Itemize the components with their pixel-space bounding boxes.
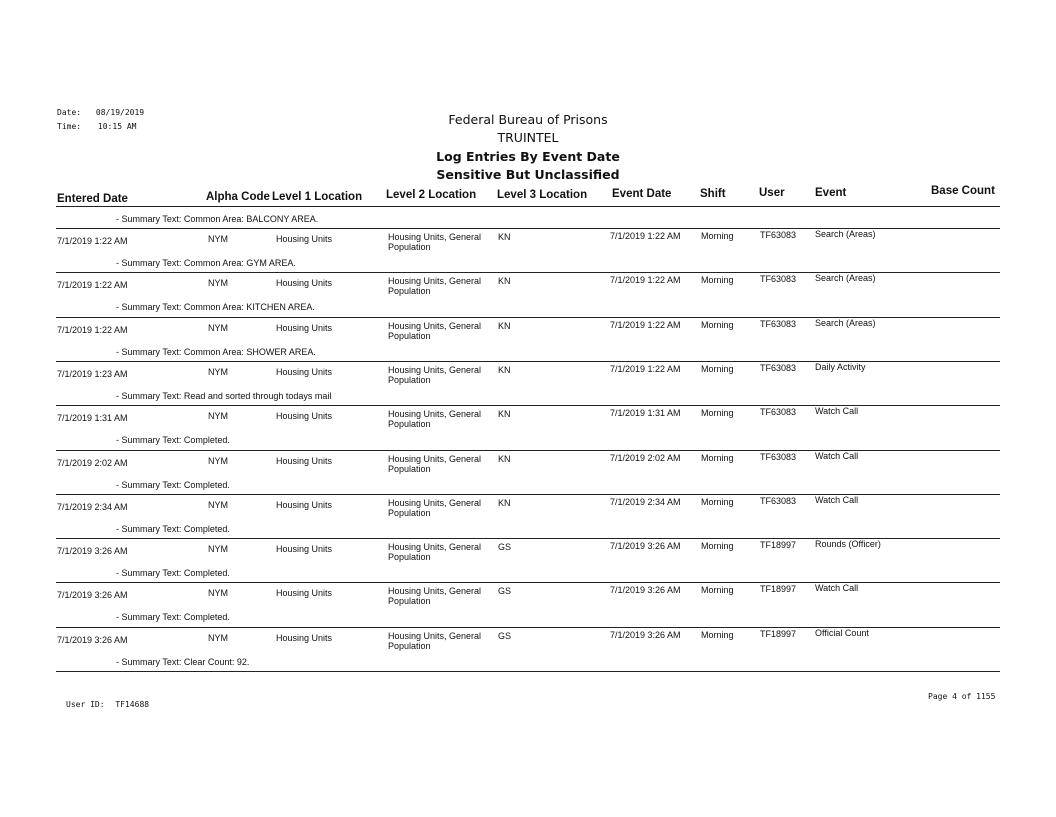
event: Rounds (Officer) xyxy=(815,539,881,550)
user: TF63083 xyxy=(760,230,797,240)
col-event: Event xyxy=(815,187,847,199)
level2-location: Housing Units, General xyxy=(388,276,482,287)
entered-date: 7/1/2019 1:31 AM xyxy=(57,413,128,424)
shift: Morning xyxy=(701,452,734,463)
user: TF63083 xyxy=(760,451,797,462)
alpha-code: NYM xyxy=(208,366,228,377)
user: TF18997 xyxy=(760,584,797,595)
header-rule xyxy=(56,206,1000,207)
event-date: 7/1/2019 3:26 AM xyxy=(610,541,681,552)
summary-text: - Summary Text: Common Area: GYM AREA. xyxy=(116,258,296,268)
event-date: 7/1/2019 3:26 AM xyxy=(610,629,681,640)
level3-location: KN xyxy=(498,276,511,287)
agency-title: Federal Bureau of Prisons xyxy=(448,112,608,127)
level2-location: Housing Units, General xyxy=(388,409,482,420)
alpha-code: NYM xyxy=(208,322,228,333)
col-level1-location: Level 1 Location xyxy=(272,191,363,203)
level3-location: KN xyxy=(498,409,511,420)
shift: Morning xyxy=(701,231,734,241)
user: TF63083 xyxy=(760,318,797,329)
col-shift: Shift xyxy=(700,188,726,200)
event: Watch Call xyxy=(815,494,859,505)
level2-location-cont: Population xyxy=(388,463,431,474)
time-value: 10:15 AM xyxy=(97,122,137,131)
alpha-code: NYM xyxy=(208,588,228,599)
user: TF18997 xyxy=(760,540,797,551)
summary-text: - Summary Text: Completed. xyxy=(116,612,230,623)
level1-location: Housing Units xyxy=(276,544,333,555)
level2-location: Housing Units, General xyxy=(388,497,482,508)
summary-text: - Summary Text: Common Area: SHOWER AREA. xyxy=(116,346,316,357)
entered-date: 7/1/2019 1:22 AM xyxy=(57,280,128,291)
level1-location: Housing Units xyxy=(276,278,333,289)
level3-location: KN xyxy=(498,497,511,508)
level1-location: Housing Units xyxy=(276,632,333,643)
alpha-code: NYM xyxy=(208,411,228,422)
user: TF63083 xyxy=(760,495,797,506)
shift: Morning xyxy=(701,408,734,419)
shift: Morning xyxy=(701,496,734,507)
col-event-date: Event Date xyxy=(612,188,672,200)
footer-user-id xyxy=(66,700,149,709)
summary-text: - Summary Text: Completed. xyxy=(116,523,230,534)
level2-location-cont: Population xyxy=(388,374,431,385)
level2-location: Housing Units, General xyxy=(388,364,482,375)
level3-location: GS xyxy=(498,586,512,597)
time-label: Time: xyxy=(57,122,82,131)
level2-location: Housing Units, General xyxy=(388,542,482,553)
summary-text: - Summary Text: Common Area: BALCONY AREA. xyxy=(116,214,319,224)
summary-text: - Summary Text: Read and sorted through todays mail xyxy=(116,390,332,401)
col-entered-date: Entered Date xyxy=(57,193,128,205)
level2-location-cont: Population xyxy=(388,286,431,297)
shift: Morning xyxy=(701,319,734,330)
report-date xyxy=(57,108,144,117)
event: Watch Call xyxy=(815,583,859,594)
summary-text: - Summary Text: Clear Count: 92. xyxy=(116,656,250,667)
user: TF63083 xyxy=(760,274,797,285)
summary-text: - Summary Text: Common Area: KITCHEN AREA. xyxy=(116,302,315,313)
level2-location: Housing Units, General xyxy=(388,586,482,597)
level1-location: Housing Units xyxy=(276,499,333,510)
row-separator xyxy=(56,494,1000,495)
row-separator xyxy=(56,405,1000,406)
event: Watch Call xyxy=(815,450,859,461)
event: Daily Activity xyxy=(815,361,866,372)
level2-location-cont: Population xyxy=(388,552,431,563)
col-base-count: Base Count xyxy=(931,185,995,197)
entered-date: 7/1/2019 2:34 AM xyxy=(57,501,128,512)
level2-location: Housing Units, General xyxy=(388,630,482,641)
col-level3-location: Level 3 Location xyxy=(497,189,588,201)
level1-location: Housing Units xyxy=(276,234,333,244)
summary-text: - Summary Text: Completed. xyxy=(116,435,230,446)
level2-location-cont: Population xyxy=(388,330,431,341)
level3-location: GS xyxy=(498,542,512,553)
col-user: User xyxy=(759,187,785,199)
table-bottom-rule xyxy=(56,671,1000,672)
level2-location-cont: Population xyxy=(388,507,431,518)
level1-location: Housing Units xyxy=(276,588,333,599)
system-name: TRUINTEL xyxy=(497,130,559,145)
date-label: Date: xyxy=(57,108,82,117)
entered-date: 7/1/2019 3:26 AM xyxy=(57,590,128,601)
user: TF18997 xyxy=(760,628,797,639)
row-separator xyxy=(56,582,1000,583)
user-id-label: User ID: xyxy=(66,700,105,709)
level2-location-cont: Population xyxy=(388,596,431,607)
entered-date: 7/1/2019 2:02 AM xyxy=(57,457,128,468)
level3-location: KN xyxy=(498,364,511,375)
alpha-code: NYM xyxy=(208,455,228,466)
alpha-code: NYM xyxy=(208,632,228,643)
summary-text: - Summary Text: Completed. xyxy=(116,479,230,490)
level2-location-cont: Population xyxy=(388,640,431,651)
event: Search (Areas) xyxy=(815,229,876,239)
entered-date: 7/1/2019 1:22 AM xyxy=(57,324,128,335)
entered-date: 7/1/2019 1:23 AM xyxy=(57,368,128,379)
summary-text: - Summary Text: Completed. xyxy=(116,568,230,579)
classification: Sensitive But Unclassified xyxy=(436,167,620,182)
user-id-value: TF14688 xyxy=(115,700,150,709)
date-value: 08/19/2019 xyxy=(95,108,145,117)
event-date: 7/1/2019 3:26 AM xyxy=(610,585,681,596)
page-number: Page 4 of 1155 xyxy=(928,692,996,701)
event-date: 7/1/2019 2:34 AM xyxy=(610,496,681,507)
user: TF63083 xyxy=(760,407,797,418)
entered-date: 7/1/2019 3:26 AM xyxy=(57,634,128,645)
level1-location: Housing Units xyxy=(276,455,333,466)
shift: Morning xyxy=(701,541,734,552)
level2-location-cont: Population xyxy=(388,419,431,430)
level1-location: Housing Units xyxy=(276,366,333,377)
event: Watch Call xyxy=(815,406,859,417)
user: TF63083 xyxy=(760,362,797,373)
level3-location: KN xyxy=(498,453,511,464)
shift: Morning xyxy=(701,275,734,286)
level1-location: Housing Units xyxy=(276,322,333,333)
level2-location: Housing Units, General xyxy=(388,232,482,242)
col-alpha-code: Alpha Code xyxy=(206,191,270,203)
alpha-code: NYM xyxy=(208,278,228,289)
report-time xyxy=(57,122,136,131)
level2-location: Housing Units, General xyxy=(388,453,482,464)
level1-location: Housing Units xyxy=(276,411,333,422)
alpha-code: NYM xyxy=(208,544,228,555)
level3-location: GS xyxy=(498,630,512,641)
event-date: 7/1/2019 2:02 AM xyxy=(610,452,681,463)
report-title: Log Entries By Event Date xyxy=(436,149,620,164)
shift: Morning xyxy=(701,363,734,374)
level2-location-cont: Population xyxy=(388,242,431,252)
row-separator xyxy=(56,450,1000,451)
event-date: 7/1/2019 1:22 AM xyxy=(610,231,681,241)
col-level2-location: Level 2 Location xyxy=(386,189,477,201)
event-date: 7/1/2019 1:31 AM xyxy=(610,408,681,419)
shift: Morning xyxy=(701,585,734,596)
event-date: 7/1/2019 1:22 AM xyxy=(610,319,681,330)
level3-location: KN xyxy=(498,320,511,331)
entered-date: 7/1/2019 3:26 AM xyxy=(57,546,128,557)
alpha-code: NYM xyxy=(208,234,228,244)
level2-location: Housing Units, General xyxy=(388,320,482,331)
event: Official Count xyxy=(815,627,869,638)
alpha-code: NYM xyxy=(208,499,228,510)
event-date: 7/1/2019 1:22 AM xyxy=(610,275,681,286)
event: Search (Areas) xyxy=(815,273,876,284)
event: Search (Areas) xyxy=(815,317,876,328)
level3-location: KN xyxy=(498,232,511,242)
shift: Morning xyxy=(701,629,734,640)
entered-date: 7/1/2019 1:22 AM xyxy=(57,236,128,246)
event-date: 7/1/2019 1:22 AM xyxy=(610,363,681,374)
